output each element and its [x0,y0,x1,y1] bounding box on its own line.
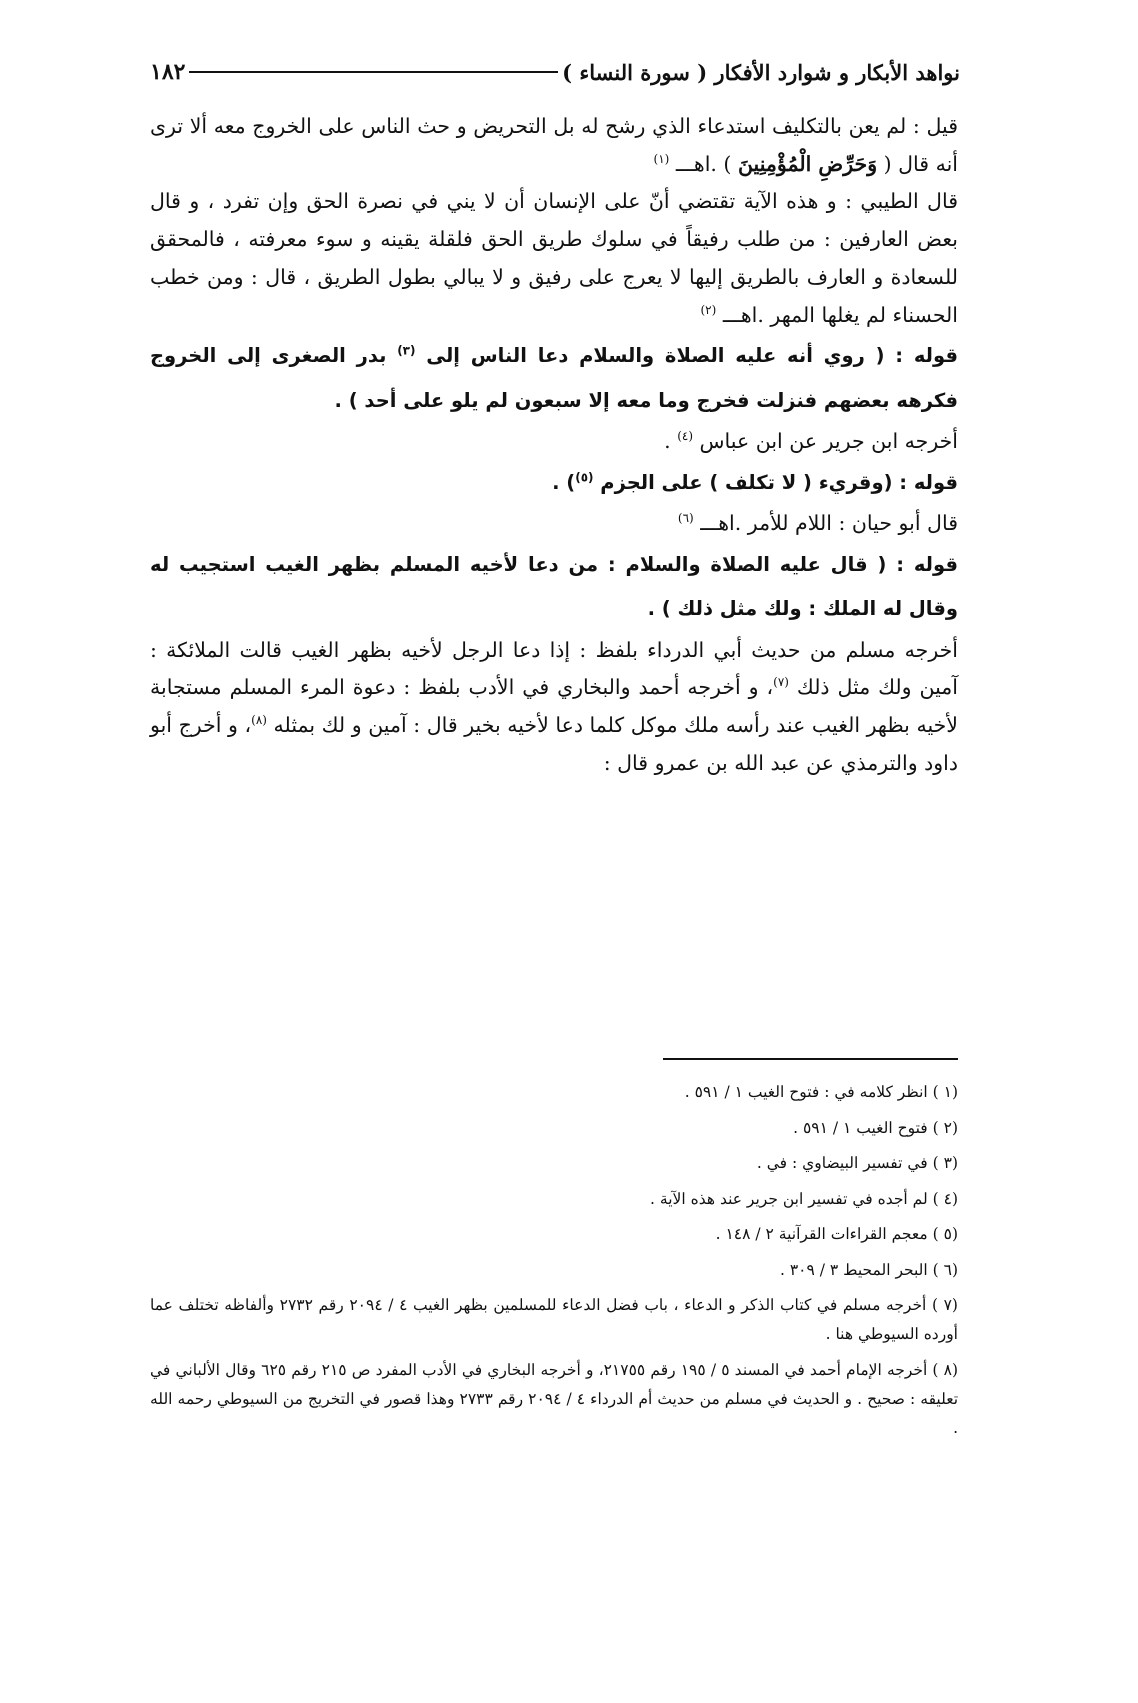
footnote-4: (٤ ) لم أجده في تفسير ابن جرير عند هذه الآية . [650,1189,958,1208]
footnote-ref[interactable]: (٧) [773,675,789,690]
footnote-2: (٢ ) فتوح الغيب ١ / ٥٩١ . [793,1118,958,1137]
page-number: ١٨٢ [150,59,186,85]
main-text [150,108,958,782]
page-header [150,52,960,92]
footnote-ref[interactable]: (٣) [397,343,416,358]
footnote-ref[interactable]: (٤) [677,429,694,444]
footnote-7: (٧ ) أخرجه مسلم في كتاب الذكر و الدعاء ، باب فضل الدعاء للمسلمين بظهر الغيب ٤ / ٢٠٩٤ رقم ٢٧٣٢ وألفاظه تختلف عما أورده السيوطي هنا . [150,1296,958,1343]
paragraph-2: قال الطيبي : و هذه الآية تقتضي أنّ على الإنسان أن لا يني في نصرة الحق وإن تفرد ، و قال بعض العارفين : من طلب رفيقاً في سلوك طريق الحق فلقلة يقينه و سوء معرفته ، فالمحقق للسعادة و العارف بالطريق إليها لا يعرج على رفيق و لا يبالي بطول الطريق ، قال : ومن خطب الحسناء لم يغلها المهر .اهـــ $^{(٢)}$ [150,189,958,327]
paragraph-1: قيل : لم يعن بالتكليف استدعاء الذي رشح له بل التحريض و حث الناس على الخروج معه ألا ترى أنه قال ( وَحَرِّضِ الْمُؤْمِنِينَ ) .اهـــ $^{(١)}$ [150,114,958,176]
footnote-6: (٦ ) البحر المحيط ٣ / ٣٠٩ . [779,1260,958,1279]
quoted-heading-1: قوله : ( روي أنه عليه الصلاة والسلام دعا الناس إلى $^{(٣)}$ بدر الصغرى إلى الخروج فكرهه بعضهم فنزلت فخرج وما معه إلا سبعون لم يلو على أحد ) . [150,343,958,412]
footnote-5: (٥ ) معجم القراءات القرآنية ٢ / ١٤٨ . [715,1225,958,1243]
footnote-separator [663,1058,958,1060]
footnotes [150,1078,958,1449]
quoted-heading-3: قوله : ( قال عليه الصلاة والسلام : من دعا لأخيه المسلم بظهر الغيب استجيب له وقال له الملك : ولك مثل ذلك ) . [150,552,958,621]
header-rule [189,71,558,73]
footnote-1: (١ ) انظر كلامه في : فتوح الغيب ١ / ٥٩١ . [684,1083,958,1101]
quran-quote: وَحَرِّضِ الْمُؤْمِنِينَ [737,151,878,176]
quoted-heading-2: قوله : (وقريء ( لا تكلف ) على الجزم $^{(٥)}$) . [552,470,958,494]
paragraph-4: قال أبو حيان : اللام للأمر .اهـــ $^{(٦)}$ [677,511,958,536]
footnote-ref[interactable]: (٨) [251,713,267,728]
footnote-ref[interactable]: (٢) [700,302,717,317]
footnote-ref[interactable]: (٦) [677,511,694,526]
paragraph-3: أخرجه ابن جرير عن ابن عباس $^{(٤)}$ . [664,429,958,454]
footnote-8: (٨ ) أخرجه الإمام أحمد في المسند ٥ / ١٩٥ رقم ٢١٧٥٥، و أخرجه البخاري في الأدب المفرد ص ٢١٥ رقم ٦٢٥ وقال الألباني في تعليقه : صحيح . و الحديث في مسلم من حديث أم الدرداء ٤ / ٢٠٩٤ رقم ٢٧٣٣ وهذا قصور في التخريج من السيوطي رحمه الله . [150,1360,959,1437]
paragraph-5: أخرجه مسلم من حديث أبي الدرداء بلفظ : إذا دعا الرجل لأخيه بظهر الغيب قالت الملائكة : آمين ولك مثل ذلك $^{(٧)}$، و أخرجه أحمد والبخاري في الأدب بلفظ : دعوة المرء المسلم مستجابة لأخيه بظهر الغيب عند رأسه ملك موكل كلما دعا لأخيه بخير قال : آمين و لك بمثله $^{(٨)}$، و أخرج أبو داود والترمذي عن عبد الله بن عمرو قال : [150,637,958,775]
footnote-3: (٣ ) في تفسير البيضاوي : في . [756,1154,958,1172]
footnote-ref[interactable]: (١) [653,151,670,166]
footnote-ref[interactable]: (٥) [575,470,594,485]
running-title: نواهد الأبكار و شوارد الأفكار ( سورة النساء ) [562,59,960,85]
